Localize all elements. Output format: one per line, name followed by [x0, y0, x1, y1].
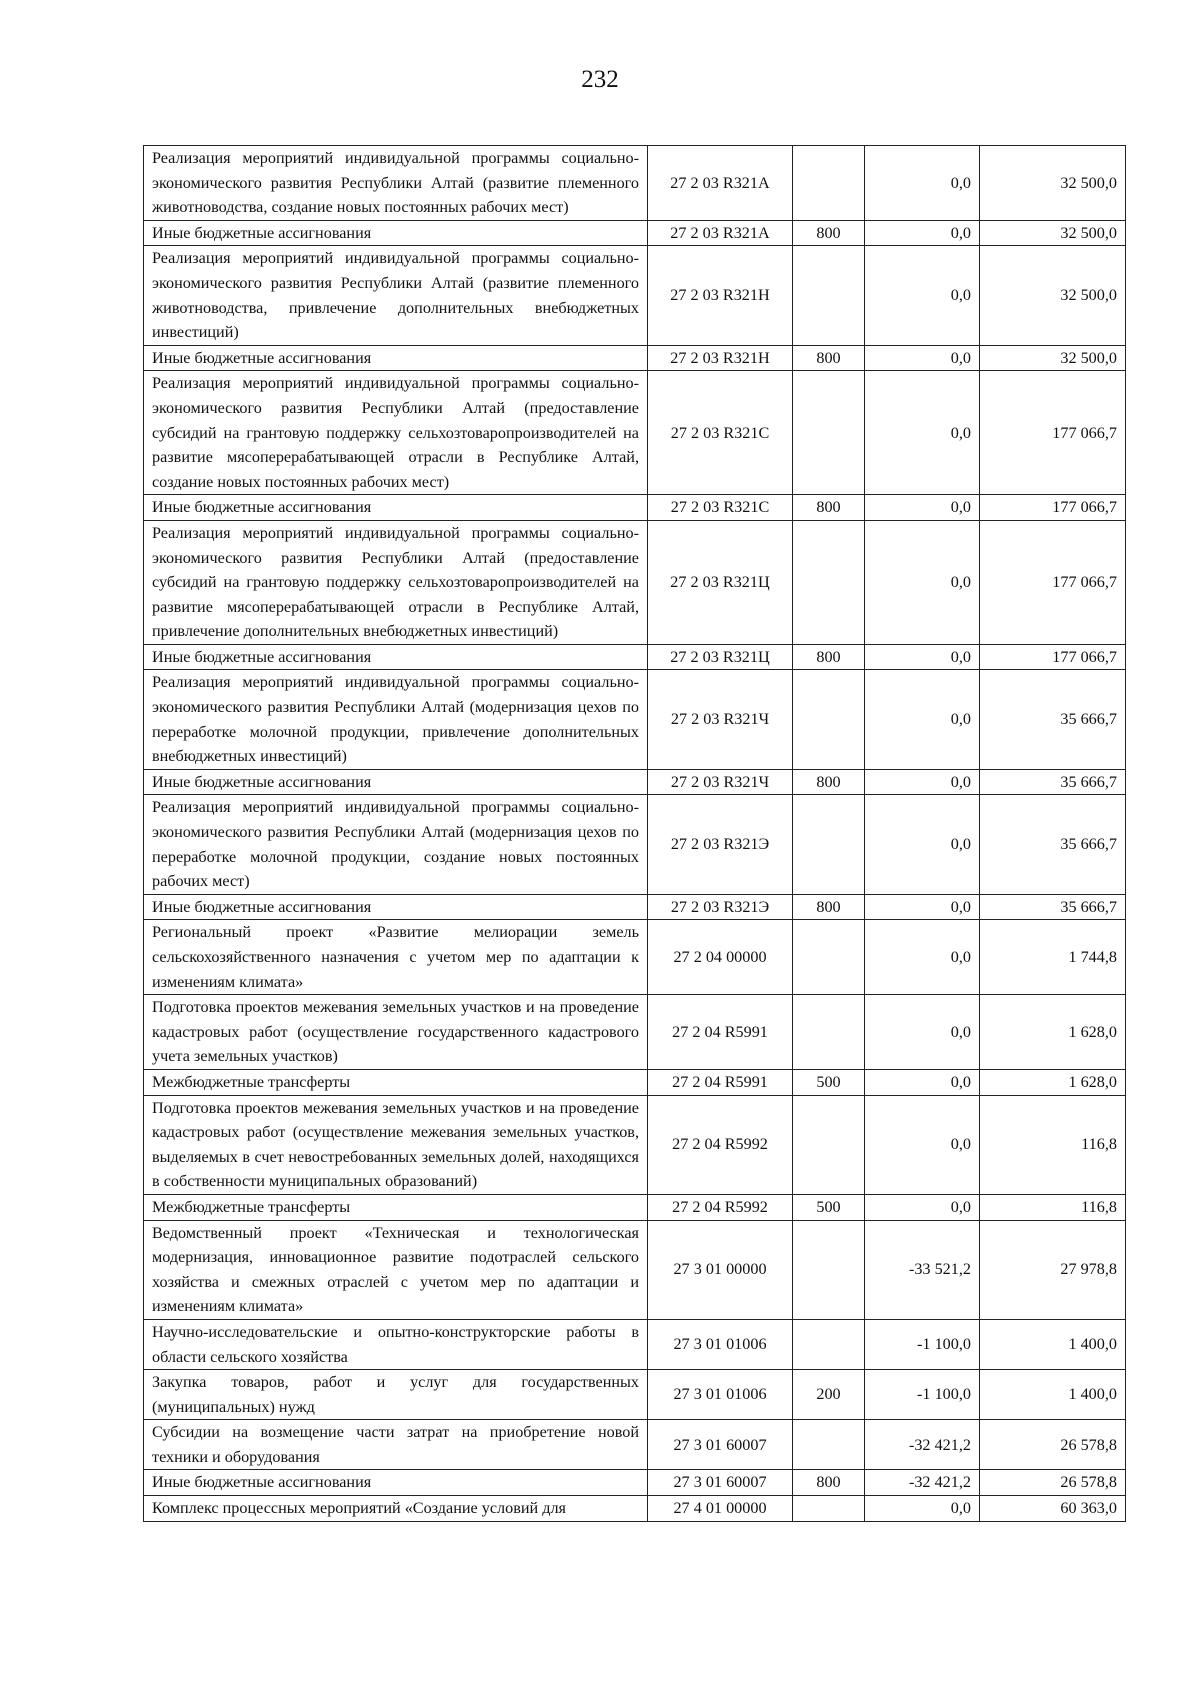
row-total-amount: 60 363,0: [980, 1496, 1126, 1522]
row-total-amount: 116,8: [980, 1194, 1126, 1220]
row-description: Реализация мероприятий индивидуальной программы социально-экономического развития Республики Алтай (модернизация цехов по переработке молочной продукции, привлечение дополнительных внебюджетных инвестиций): [144, 670, 648, 769]
row-expense-type: [793, 520, 865, 644]
row-description: Реализация мероприятий индивидуальной программы социально-экономического развития Республики Алтай (предоставление субсидий на грантовую поддержку сельхозтоваропроизводителей на развитие мясоперерабатывающей отрасли в Республике Алтай, привлечение дополнительных внебюджетных инвестиций): [144, 520, 648, 644]
row-target-code: 27 2 04 R5991: [648, 995, 793, 1070]
budget-table: [143, 145, 1126, 1522]
row-change-amount: -32 421,2: [865, 1470, 980, 1496]
row-expense-type: [793, 670, 865, 769]
table-row: [144, 246, 1126, 345]
row-change-amount: 0,0: [865, 1069, 980, 1095]
row-total-amount: 177 066,7: [980, 644, 1126, 670]
row-total-amount: 177 066,7: [980, 520, 1126, 644]
row-expense-type: [793, 1420, 865, 1470]
row-target-code: 27 2 03 R321Ч: [648, 670, 793, 769]
row-total-amount: 32 500,0: [980, 146, 1126, 221]
row-description: Реализация мероприятий индивидуальной программы социально-экономического развития Республики Алтай (развитие племенного животноводства, привлечение дополнительных внебюджетных инвестиций): [144, 246, 648, 345]
row-change-amount: 0,0: [865, 995, 980, 1070]
row-change-amount: 0,0: [865, 520, 980, 644]
row-target-code: 27 2 03 R321Н: [648, 246, 793, 345]
table-row: [144, 1319, 1126, 1369]
row-change-amount: 0,0: [865, 146, 980, 221]
row-description: Иные бюджетные ассигнования: [144, 345, 648, 371]
row-description: Реализация мероприятий индивидуальной программы социально-экономического развития Республики Алтай (развитие племенного животноводства, создание новых постоянных рабочих мест): [144, 146, 648, 221]
row-expense-type: 800: [793, 495, 865, 521]
row-expense-type: 800: [793, 894, 865, 920]
row-change-amount: 0,0: [865, 1496, 980, 1522]
row-change-amount: 0,0: [865, 920, 980, 995]
row-target-code: 27 2 03 R321А: [648, 146, 793, 221]
row-description: Иные бюджетные ассигнования: [144, 1470, 648, 1496]
row-description: Межбюджетные трансферты: [144, 1069, 648, 1095]
row-description: Подготовка проектов межевания земельных участков и на проведение кадастровых работ (осуществление государственного кадастрового учета земельных участков): [144, 995, 648, 1070]
row-expense-type: 800: [793, 220, 865, 246]
row-description: Иные бюджетные ассигнования: [144, 495, 648, 521]
row-target-code: 27 2 03 R321Э: [648, 894, 793, 920]
row-change-amount: -32 421,2: [865, 1420, 980, 1470]
row-description: Региональный проект «Развитие мелиорации земель сельскохозяйственного назначения с учетом мер по адаптации к изменениям климата»: [144, 920, 648, 995]
row-description: Межбюджетные трансферты: [144, 1194, 648, 1220]
row-description: Комплекс процессных мероприятий «Создание условий для: [144, 1496, 648, 1522]
row-description: Подготовка проектов межевания земельных участков и на проведение кадастровых работ (осуществление межевания земельных участков, выделяемых в счет невостребованных земельных долей, находящихся в собственности муниципальных образований): [144, 1095, 648, 1194]
row-expense-type: [793, 995, 865, 1070]
row-change-amount: 0,0: [865, 1194, 980, 1220]
row-expense-type: [793, 1095, 865, 1194]
table-row: [144, 1194, 1126, 1220]
row-total-amount: 1 628,0: [980, 995, 1126, 1070]
table-row: [144, 1095, 1126, 1194]
table-row: [144, 371, 1126, 495]
row-description: Реализация мероприятий индивидуальной программы социально-экономического развития Республики Алтай (модернизация цехов по переработке молочной продукции, создание новых постоянных рабочих мест): [144, 795, 648, 894]
row-description: Иные бюджетные ассигнования: [144, 894, 648, 920]
row-expense-type: [793, 1496, 865, 1522]
row-description: Ведомственный проект «Техническая и технологическая модернизация, инновационное развитие подотраслей сельского хозяйства и смежных отраслей с учетом мер по адаптации и изменениям климата»: [144, 1220, 648, 1319]
row-target-code: 27 3 01 01006: [648, 1370, 793, 1420]
table-row: [144, 795, 1126, 894]
row-change-amount: 0,0: [865, 1095, 980, 1194]
row-description: Иные бюджетные ассигнования: [144, 220, 648, 246]
row-expense-type: 800: [793, 345, 865, 371]
table-row: [144, 146, 1126, 221]
row-total-amount: 35 666,7: [980, 795, 1126, 894]
table-row: [144, 769, 1126, 795]
row-total-amount: 116,8: [980, 1095, 1126, 1194]
row-target-code: 27 3 01 00000: [648, 1220, 793, 1319]
row-change-amount: 0,0: [865, 894, 980, 920]
table-row: [144, 1496, 1126, 1522]
table-row: [144, 920, 1126, 995]
table-row: [144, 345, 1126, 371]
row-expense-type: [793, 1319, 865, 1369]
row-description: Закупка товаров, работ и услуг для государственных (муниципальных) нужд: [144, 1370, 648, 1420]
row-total-amount: 1 744,8: [980, 920, 1126, 995]
row-target-code: 27 4 01 00000: [648, 1496, 793, 1522]
row-expense-type: [793, 371, 865, 495]
row-expense-type: [793, 246, 865, 345]
table-row: [144, 1370, 1126, 1420]
row-expense-type: 500: [793, 1069, 865, 1095]
row-target-code: 27 2 03 R321С: [648, 495, 793, 521]
row-total-amount: 1 628,0: [980, 1069, 1126, 1095]
row-change-amount: -33 521,2: [865, 1220, 980, 1319]
row-expense-type: 500: [793, 1194, 865, 1220]
row-change-amount: 0,0: [865, 246, 980, 345]
row-target-code: 27 2 03 R321Ц: [648, 644, 793, 670]
row-change-amount: 0,0: [865, 769, 980, 795]
row-total-amount: 32 500,0: [980, 345, 1126, 371]
row-change-amount: 0,0: [865, 345, 980, 371]
row-change-amount: 0,0: [865, 371, 980, 495]
row-change-amount: 0,0: [865, 795, 980, 894]
table-row: [144, 1220, 1126, 1319]
row-total-amount: 32 500,0: [980, 246, 1126, 345]
row-description: Субсидии на возмещение части затрат на приобретение новой техники и оборудования: [144, 1420, 648, 1470]
table-row: [144, 1069, 1126, 1095]
row-total-amount: 1 400,0: [980, 1370, 1126, 1420]
row-total-amount: 35 666,7: [980, 894, 1126, 920]
row-change-amount: -1 100,0: [865, 1319, 980, 1369]
budget-table-body: [144, 146, 1126, 1522]
table-row: [144, 520, 1126, 644]
row-description: Реализация мероприятий индивидуальной программы социально-экономического развития Республики Алтай (предоставление субсидий на грантовую поддержку сельхозтоваропроизводителей на развитие мясоперерабатывающей отрасли в Республике Алтай, создание новых постоянных рабочих мест): [144, 371, 648, 495]
row-target-code: 27 2 03 R321Э: [648, 795, 793, 894]
page-number: 232: [581, 66, 619, 93]
row-description: Иные бюджетные ассигнования: [144, 769, 648, 795]
row-expense-type: 800: [793, 644, 865, 670]
row-target-code: 27 2 04 R5992: [648, 1095, 793, 1194]
row-change-amount: -1 100,0: [865, 1370, 980, 1420]
row-expense-type: 800: [793, 1470, 865, 1496]
row-change-amount: 0,0: [865, 220, 980, 246]
row-target-code: 27 2 03 R321С: [648, 371, 793, 495]
row-description: Иные бюджетные ассигнования: [144, 644, 648, 670]
row-total-amount: 26 578,8: [980, 1420, 1126, 1470]
row-expense-type: [793, 795, 865, 894]
row-target-code: 27 2 03 R321А: [648, 220, 793, 246]
row-expense-type: [793, 146, 865, 221]
row-total-amount: 1 400,0: [980, 1319, 1126, 1369]
row-change-amount: 0,0: [865, 670, 980, 769]
row-target-code: 27 2 03 R321Н: [648, 345, 793, 371]
row-total-amount: 177 066,7: [980, 495, 1126, 521]
row-expense-type: 800: [793, 769, 865, 795]
row-total-amount: 26 578,8: [980, 1470, 1126, 1496]
row-total-amount: 35 666,7: [980, 769, 1126, 795]
table-row: [144, 1420, 1126, 1470]
row-target-code: 27 3 01 01006: [648, 1319, 793, 1369]
row-total-amount: 27 978,8: [980, 1220, 1126, 1319]
row-change-amount: 0,0: [865, 495, 980, 521]
row-target-code: 27 3 01 60007: [648, 1420, 793, 1470]
table-row: [144, 995, 1126, 1070]
table-row: [144, 495, 1126, 521]
table-row: [144, 220, 1126, 246]
row-total-amount: 32 500,0: [980, 220, 1126, 246]
row-expense-type: [793, 1220, 865, 1319]
row-target-code: 27 2 03 R321Ц: [648, 520, 793, 644]
row-target-code: 27 3 01 60007: [648, 1470, 793, 1496]
row-target-code: 27 2 03 R321Ч: [648, 769, 793, 795]
row-target-code: 27 2 04 00000: [648, 920, 793, 995]
table-row: [144, 644, 1126, 670]
table-row: [144, 1470, 1126, 1496]
row-target-code: 27 2 04 R5992: [648, 1194, 793, 1220]
row-expense-type: 200: [793, 1370, 865, 1420]
table-row: [144, 670, 1126, 769]
row-target-code: 27 2 04 R5991: [648, 1069, 793, 1095]
row-expense-type: [793, 920, 865, 995]
row-total-amount: 35 666,7: [980, 670, 1126, 769]
table-row: [144, 894, 1126, 920]
row-description: Научно-исследовательские и опытно-конструкторские работы в области сельского хозяйства: [144, 1319, 648, 1369]
row-change-amount: 0,0: [865, 644, 980, 670]
row-total-amount: 177 066,7: [980, 371, 1126, 495]
